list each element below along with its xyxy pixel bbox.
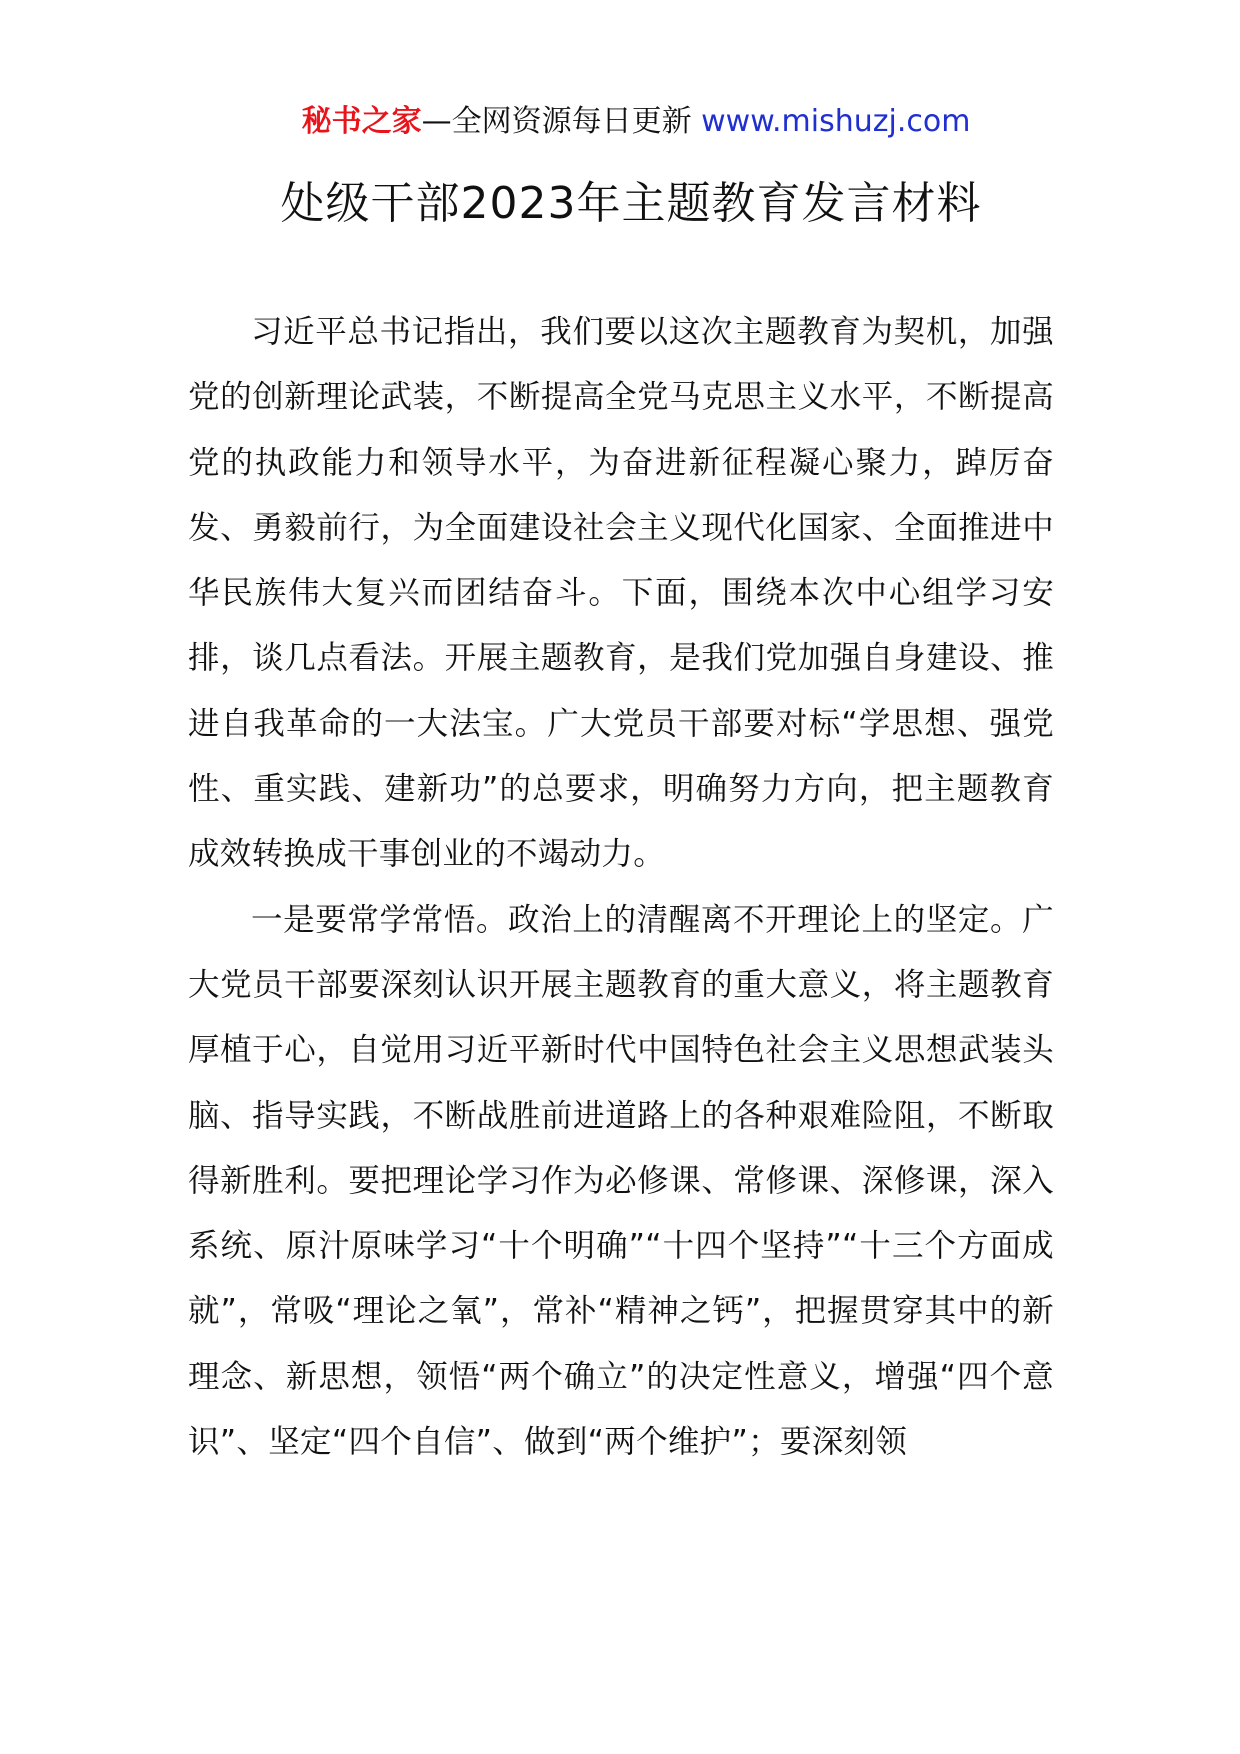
site-header — [218, 100, 1054, 144]
brand-name: 秘书之家 — [301, 104, 422, 139]
paragraph-point-one: 一是要常学常悟。政治上的清醒离不开理论上的坚定。广大党员干部要深刻认识开展主题教育的重大意义，将主题教育厚植于心，自觉用习近平新时代中国特色社会主义思想武装头脑、指导实践，不断战胜前进道路上的各种艰难险阻，不断取得新胜利。要把理论学习作为必修课、常修课、深修课，深入系统、原汁原味学习“十个明确”“十四个坚持”“十三个方面成就”，常吸“理论之氧”，常补“精神之钙”，把握贯穿其中的新理念、新思想，领悟“两个确立”的决定性意义，增强“四个意识”、坚定“四个自信”、做到“两个维护”；要深刻领 — [188, 901, 1054, 1461]
site-url-link[interactable]: www.mishuzj.com — [701, 104, 971, 139]
document-body — [188, 300, 1054, 1475]
paragraph-intro: 习近平总书记指出，我们要以这次主题教育为契机，加强党的创新理论武装，不断提高全党马克思主义水平，不断提高党的执政能力和领导水平，为奋进新征程凝心聚力，踔厉奋发、勇毅前行，为全面建设社会主义现代化国家、全面推进中华民族伟大复兴而团结奋斗。下面，围绕本次中心组学习安排，谈几点看法。开展主题教育，是我们党加强自身建设、推进自我革命的一大法宝。广大党员干部要对标“学思想、强党性、重实践、建新功”的总要求，明确努力方向，把主题教育成效转换成干事创业的不竭动力。 — [188, 314, 1054, 873]
header-tagline: —全网资源每日更新 — [421, 104, 702, 139]
document-title: 处级干部2023年主题教育发言材料 — [280, 178, 982, 229]
